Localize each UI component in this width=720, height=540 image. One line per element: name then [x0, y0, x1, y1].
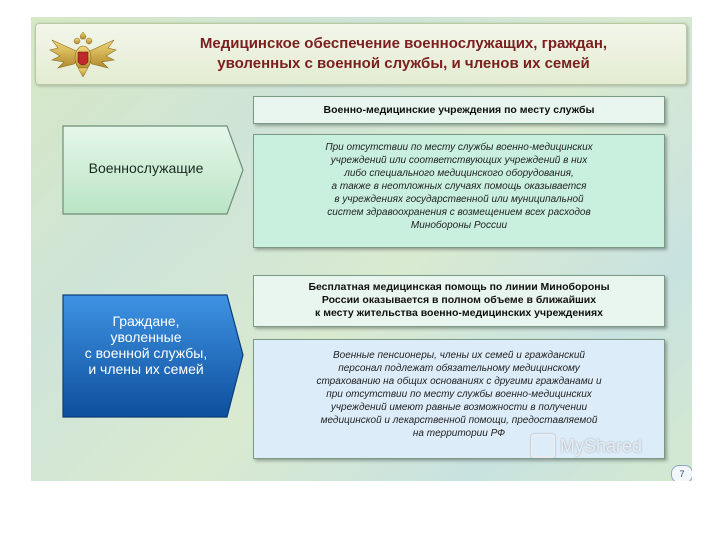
- slide: [31, 17, 692, 481]
- detail-line: учреждений имеют равные возможности в получении: [330, 402, 588, 413]
- detail-line: страхованию на общих основаниях с другими гражданами и: [316, 376, 602, 387]
- detail-line: персонал подлежат обязательному медицинскому: [338, 363, 580, 374]
- slide-title: [131, 34, 676, 74]
- detail-line: Военные пенсионеры, члены их семей и гражданский: [332, 350, 585, 361]
- detail-line: на территории РФ: [412, 428, 506, 439]
- title-line-1: Медицинское обеспечение военнослужащих, граждан,: [199, 35, 608, 52]
- category-citizens-label: [61, 313, 231, 377]
- citizens-free-care-box: [253, 275, 665, 327]
- free-care-line: к месту жительства военно-медицинских учреждениях: [315, 307, 603, 319]
- page-number: 7: [671, 465, 692, 481]
- detail-line: в учреждениях государственной или муниципальной: [334, 194, 584, 205]
- citizens-label-line: Граждане,: [112, 313, 180, 329]
- citizens-label-line: и члены их семей: [88, 361, 204, 377]
- myshared-watermark: [531, 433, 642, 459]
- servicemen-facilities-text: Военно-медицинские учреждения по месту службы: [323, 104, 595, 116]
- detail-line: а также в неотложных случаях помощь оказывается: [331, 181, 587, 192]
- detail-line: систем здравоохранения с возмещением всех расходов: [327, 207, 591, 218]
- servicemen-detail-box: [253, 134, 665, 248]
- eagle-emblem-icon: [48, 32, 118, 78]
- category-servicemen-label: Военнослужащие: [88, 160, 204, 176]
- detail-line: при отсутствии по месту службы военно-медицинских: [326, 389, 592, 400]
- detail-line: учреждений или соответствующих учреждений в них: [330, 155, 588, 166]
- title-bar: [35, 23, 687, 85]
- citizens-label-line: уволенные: [110, 329, 182, 345]
- detail-line: При отсутствии по месту службы военно-медицинских: [325, 142, 593, 153]
- myshared-logo-icon: [531, 434, 555, 458]
- watermark-text: MyShared: [560, 435, 643, 456]
- detail-line: медицинской и лекарственной помощи, предоставляемой: [320, 415, 598, 426]
- detail-line: Минобороны России: [410, 220, 508, 231]
- free-care-line: России оказывается в полном объеме в ближайших: [321, 294, 597, 306]
- servicemen-facilities-box: [253, 96, 665, 124]
- free-care-line: Бесплатная медицинская помощь по линии Минобороны: [308, 281, 610, 293]
- citizens-label-line: с военной службы,: [84, 345, 208, 361]
- detail-line: либо специального медицинского оборудования,: [344, 168, 574, 179]
- title-line-2: уволенных с военной службы, и членов их семей: [217, 55, 590, 72]
